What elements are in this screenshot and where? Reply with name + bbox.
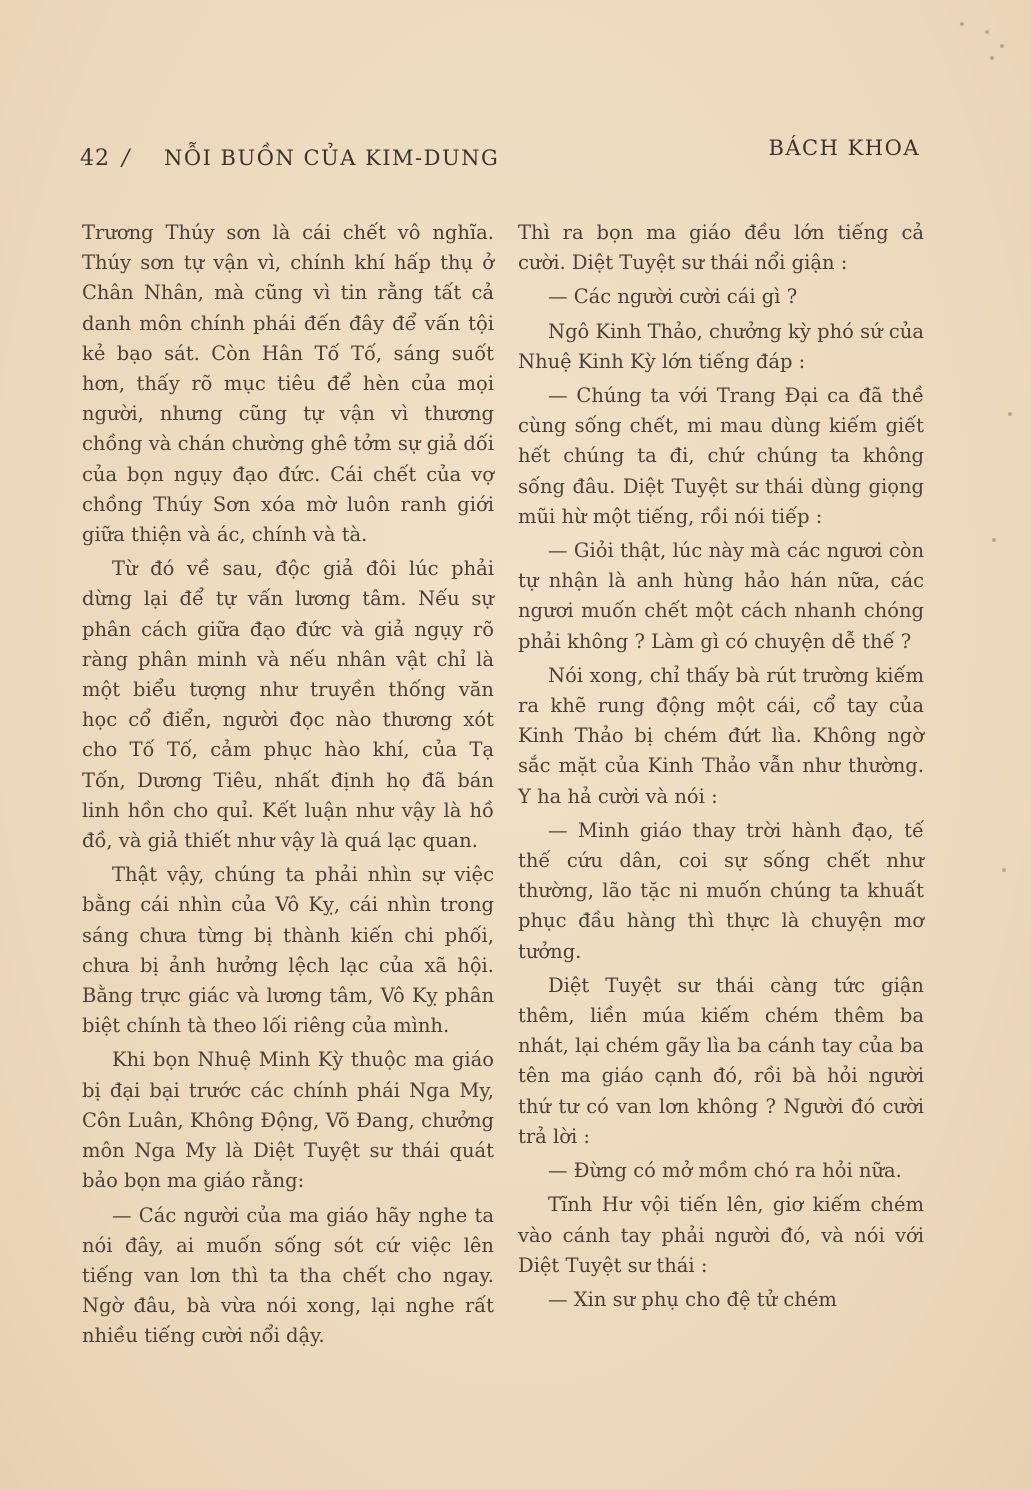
print-speck [1008, 412, 1012, 416]
header-separator: / [122, 146, 130, 171]
print-speck [992, 538, 996, 542]
magazine-name: BÁCH KHOA [768, 136, 920, 160]
page-number: 42 [80, 146, 110, 171]
print-speck [960, 22, 964, 26]
print-speck [1002, 868, 1006, 872]
left-column-paragraph: — Các người của ma giáo hãy nghe ta nói đây, ai muốn sống sót cứ việc lên tiếng van lơn thì ta tha chết cho ngay. Ngờ đâu, bà vừa nói xong, lại nghe rất nhiều tiếng cười nổi dậy. [82, 1203, 494, 1348]
article-title: NỖI BUỒN CỦA KIM-DUNG [164, 146, 500, 170]
right-column-paragraph: — Các người cười cái gì ? [548, 285, 798, 309]
print-speck [1000, 44, 1004, 48]
left-column-paragraph: Khi bọn Nhuệ Minh Kỳ thuộc ma giáo bị đại bại trước các chính phái Nga My, Côn Luân, Không Động, Võ Đang, chưởng môn Nga My là Diệt Tuyệt sư thái quát bảo bọn ma giáo rằng: [82, 1048, 494, 1193]
right-column-paragraph: Nói xong, chỉ thấy bà rút trường kiếm ra khẽ rung động một cái, cổ tay của Kinh Thảo bị chém đứt lìa. Không ngờ sắc mặt của Kinh Thảo vẫn như thường. Y ha hả cười và nói : [518, 663, 924, 808]
right-column-paragraph: Diệt Tuyệt sư thái càng tức giận thêm, liền múa kiếm chém thêm ba nhát, lại chém gãy lìa ba cánh tay của ba tên ma giáo cạnh đó, rồi bà hỏi người thứ tư có van lơn không ? Người đó cười trả lời : [518, 973, 924, 1148]
left-column-paragraph: Trương Thúy sơn là cái chết vô nghĩa. Thúy sơn tự vận vì, chính khí hấp thụ ở Chân Nhân, mà cũng vì tin rằng tất cả danh môn chính phái đến đây để vấn tội kẻ bạo sát. Còn Hân Tố Tố, sáng suốt hơn, thấy rõ mục tiêu để hèn của mọi người, nhưng cũng tự vận vì thương chồng và chán chường ghê tởm sự giả dối của bọn ngụy đạo đức. Cái chết của vợ chồng Thúy Sơn xóa mờ luôn ranh giới giữa thiện và ác, chính và tà. [82, 221, 494, 547]
right-column-paragraph: Tĩnh Hư vội tiến lên, giơ kiếm chém vào cánh tay phải người đó, và nói với Diệt Tuyệt sư thái : [518, 1193, 924, 1277]
right-column-paragraph: — Minh giáo thay trời hành đạo, tế thế cứu dân, coi sự sống chết như thường, lão tặc ni muốn chúng ta khuất phục đầu hàng thì thực là chuyện mơ tưởng. [518, 818, 924, 963]
left-column [82, 218, 494, 1356]
left-column-paragraph: Thật vậy, chúng ta phải nhìn sự việc bằng cái nhìn của Vô Kỵ, cái nhìn trong sáng chưa từng bị thành kiến chi phối, chưa bị ảnh hưởng lệch lạc của xã hội. Bằng trực giác và lương tâm, Vô Kỵ phân biệt chính tà theo lối riêng của mình. [82, 863, 494, 1038]
right-column-paragraph: Ngô Kinh Thảo, chưởng kỳ phó sứ của Nhuệ Kinh Kỳ lớn tiếng đáp : [518, 319, 924, 373]
print-speck [990, 56, 994, 60]
right-column [518, 218, 924, 1319]
right-column-paragraph: — Chúng ta với Trang Đại ca đã thề cùng sống chết, mi mau dùng kiếm giết hết chúng ta đi, chứ chúng ta không sống đâu. Diệt Tuyệt sư thái dùng giọng mũi hừ một tiếng, rồi nói tiếp : [518, 384, 924, 528]
right-column-paragraph: — Đừng có mở mồm chó ra hỏi nữa. [548, 1159, 902, 1183]
right-column-paragraph: Thì ra bọn ma giáo đều lớn tiếng cả cười. Diệt Tuyệt sư thái nổi giận : [518, 221, 924, 275]
left-column-paragraph: Từ đó về sau, độc giả đôi lúc phải dừng lại để tự vấn lương tâm. Nếu sự phân cách giữa đạo đức và giả ngụy rõ ràng phân minh và nếu nhân vật chỉ là một biểu tượng như truyền thống văn học cổ điển, người đọc nào thương xót cho Tố Tố, cảm phục hào khí, của Tạ Tốn, Dương Tiêu, nhất định họ đã bán linh hồn cho quỉ. Kết luận như vậy là hồ đồ, và giả thiết như vậy là quá lạc quan. [82, 557, 494, 853]
right-column-paragraph: — Giỏi thật, lúc này mà các ngươi còn tự nhận là anh hùng hảo hán nữa, các ngươi muốn chết một cách nhanh chóng phải không ? Làm gì có chuyện dễ thế ? [518, 539, 924, 653]
page-header [80, 132, 920, 172]
print-speck [985, 30, 989, 34]
right-column-paragraph: — Xin sư phụ cho đệ tử chém [548, 1287, 837, 1311]
